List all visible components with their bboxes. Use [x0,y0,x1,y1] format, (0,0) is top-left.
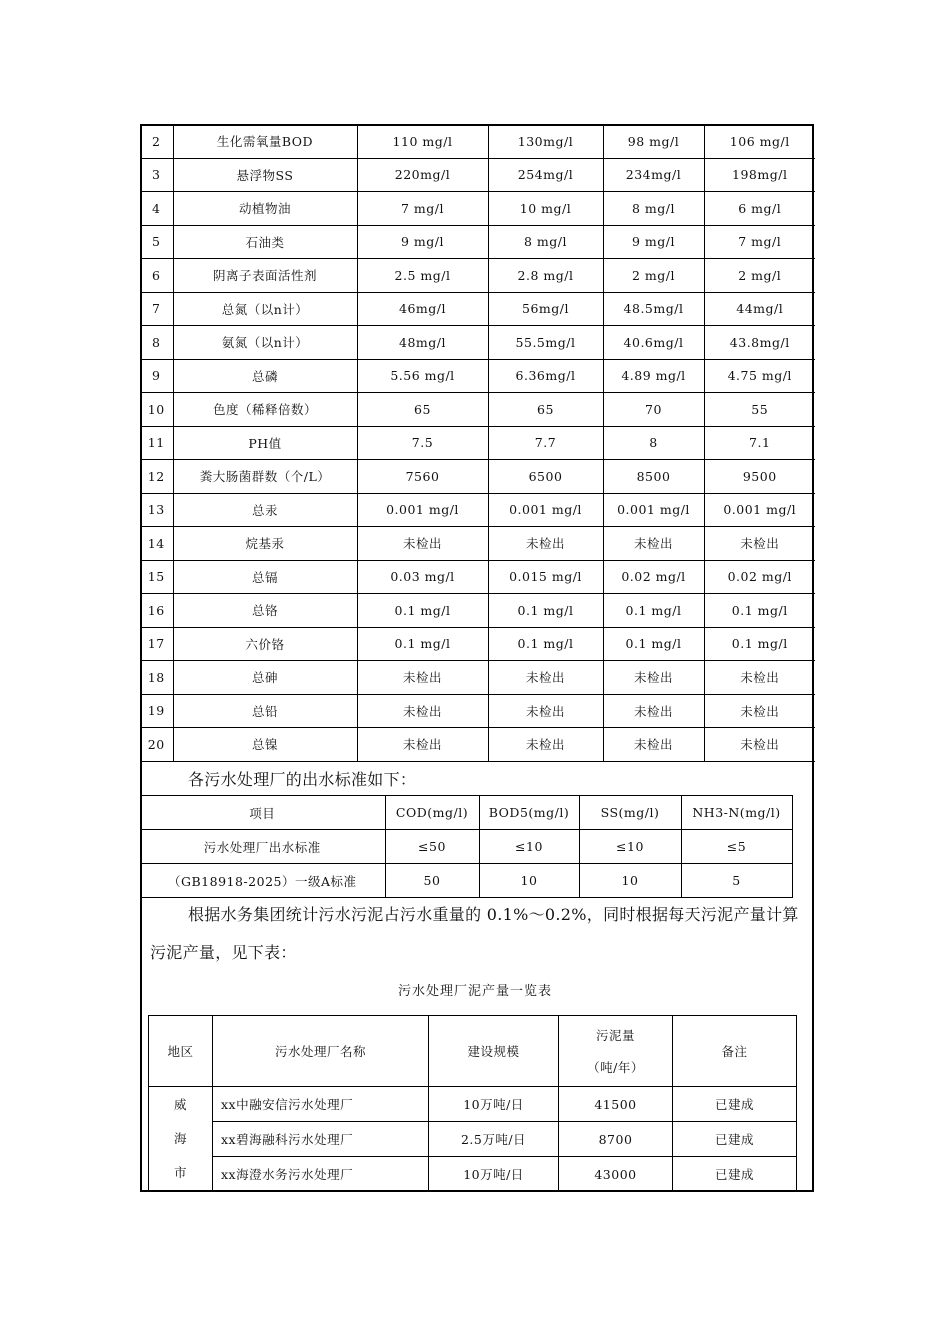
table-row [140,796,792,830]
value-cell-4: 106 mg/l [704,125,815,158]
value-cell-3: 未检出 [603,728,704,762]
value-cell-1: 110 mg/l [357,125,488,158]
plant-name-cell: xx海澄水务污水处理厂 [213,1157,429,1192]
value-cell-3: 未检出 [603,694,704,728]
value-cell-3: 未检出 [603,527,704,561]
scale-cell: 2.5万吨/日 [429,1122,559,1157]
table-cell: 污水处理厂出水标准 [140,830,385,864]
value-cell-2: 0.1 mg/l [488,627,603,661]
table-row [140,830,792,864]
value-cell-2: 6500 [488,460,603,494]
value-cell-3: 0.001 mg/l [603,493,704,527]
table-row [140,426,815,460]
row-index-cell: 4 [140,192,173,226]
value-cell-1: 0.03 mg/l [357,560,488,594]
sludge-cell: 8700 [559,1122,673,1157]
sludge-header-unit: （吨/年） [587,1060,644,1075]
row-index-cell: 7 [140,292,173,326]
table-row [140,393,815,427]
value-cell-3: 234mg/l [603,158,704,192]
row-index-cell: 15 [140,560,173,594]
table-row [140,594,815,628]
district-cell [149,1087,213,1192]
table-cell: ≤50 [385,830,479,864]
table-row [140,158,815,192]
header-cell-note: 备注 [673,1016,797,1087]
scale-cell: 10万吨/日 [429,1157,559,1192]
parameter-cell: 总磷 [173,359,357,393]
header-cell-plant-name: 污水处理厂名称 [213,1016,429,1087]
table-row [140,192,815,226]
value-cell-3: 2 mg/l [603,259,704,293]
table-cell: ≤10 [479,830,579,864]
header-cell-sludge [559,1016,673,1087]
parameter-cell: 总砷 [173,661,357,695]
value-cell-2: 56mg/l [488,292,603,326]
row-index-cell: 2 [140,125,173,158]
note-cell: 已建成 [673,1122,797,1157]
note-cell: 已建成 [673,1157,797,1192]
parameter-cell: PH值 [173,426,357,460]
header-cell: BOD5(mg/l) [479,796,579,830]
table-row [140,527,815,561]
row-index-cell: 19 [140,694,173,728]
value-cell-2: 未检出 [488,661,603,695]
value-cell-1: 未检出 [357,527,488,561]
value-cell-4: 未检出 [704,527,815,561]
row-index-cell: 17 [140,627,173,661]
table-row [140,627,815,661]
value-cell-2: 0.1 mg/l [488,594,603,628]
value-cell-3: 9 mg/l [603,225,704,259]
standards-intro: 各污水处理厂的出水标准如下： [188,770,417,789]
row-index-cell: 11 [140,426,173,460]
header-cell-scale: 建设规模 [429,1016,559,1087]
value-cell-1: 0.1 mg/l [357,627,488,661]
value-cell-1: 0.001 mg/l [357,493,488,527]
value-cell-3: 8 [603,426,704,460]
table-row [140,661,815,695]
value-cell-1: 未检出 [357,728,488,762]
value-cell-1: 7.5 [357,426,488,460]
table-row [140,359,815,393]
table-row [140,864,792,898]
value-cell-3: 8 mg/l [603,192,704,226]
row-index-cell: 18 [140,661,173,695]
table-cell: ≤5 [681,830,792,864]
parameter-cell: 悬浮物SS [173,158,357,192]
table-cell: 10 [579,864,681,898]
table-cell: 50 [385,864,479,898]
value-cell-3: 0.1 mg/l [603,627,704,661]
row-index-cell: 5 [140,225,173,259]
header-cell: COD(mg/l) [385,796,479,830]
parameter-cell: 总铬 [173,594,357,628]
table-row [140,460,815,494]
value-cell-4: 2 mg/l [704,259,815,293]
note-cell: 已建成 [673,1087,797,1122]
value-cell-2: 2.8 mg/l [488,259,603,293]
table-row [140,125,815,158]
parameter-cell: 阴离子表面活性剂 [173,259,357,293]
value-cell-4: 9500 [704,460,815,494]
value-cell-2: 55.5mg/l [488,326,603,360]
value-cell-2: 未检出 [488,728,603,762]
table-row [140,493,815,527]
value-cell-1: 9 mg/l [357,225,488,259]
value-cell-1: 0.1 mg/l [357,594,488,628]
sludge-production-table [148,1015,797,1192]
value-cell-2: 10 mg/l [488,192,603,226]
sludge-table-caption: 污水处理厂泥产量一览表 [397,984,552,999]
value-cell-1: 5.56 mg/l [357,359,488,393]
plant-name-cell: xx中融安信污水处理厂 [213,1087,429,1122]
district-char: 市 [173,1165,187,1180]
table-cell: 5 [681,864,792,898]
value-cell-3: 48.5mg/l [603,292,704,326]
value-cell-4: 43.8mg/l [704,326,815,360]
parameter-cell: 总汞 [173,493,357,527]
plant-name-cell: xx碧海融科污水处理厂 [213,1122,429,1157]
value-cell-4: 未检出 [704,661,815,695]
parameter-cell: 氨氮（以n计） [173,326,357,360]
table-row [140,728,815,762]
value-cell-2: 0.001 mg/l [488,493,603,527]
parameter-cell: 石油类 [173,225,357,259]
value-cell-3: 4.89 mg/l [603,359,704,393]
district-char: 威 [173,1097,187,1112]
table-cell: ≤10 [579,830,681,864]
row-index-cell: 9 [140,359,173,393]
value-cell-1: 2.5 mg/l [357,259,488,293]
value-cell-2: 未检出 [488,527,603,561]
table-row [140,694,815,728]
table-cell: （GB18918-2025）一级A标准 [140,864,385,898]
table-row [140,292,815,326]
value-cell-4: 55 [704,393,815,427]
header-cell-district: 地区 [149,1016,213,1087]
value-cell-2: 未检出 [488,694,603,728]
row-index-cell: 20 [140,728,173,762]
parameter-cell: 总镉 [173,560,357,594]
table-cell: 10 [479,864,579,898]
value-cell-1: 65 [357,393,488,427]
value-cell-3: 40.6mg/l [603,326,704,360]
table-row [149,1087,797,1122]
value-cell-4: 0.02 mg/l [704,560,815,594]
parameter-cell: 总氮（以n计） [173,292,357,326]
parameter-cell: 总镍 [173,728,357,762]
value-cell-3: 0.02 mg/l [603,560,704,594]
header-cell: SS(mg/l) [579,796,681,830]
value-cell-3: 70 [603,393,704,427]
table-row [140,560,815,594]
water-quality-table [140,125,815,762]
value-cell-2: 130mg/l [488,125,603,158]
row-index-cell: 16 [140,594,173,628]
value-cell-1: 7560 [357,460,488,494]
value-cell-4: 未检出 [704,728,815,762]
value-cell-2: 7.7 [488,426,603,460]
value-cell-4: 0.1 mg/l [704,594,815,628]
value-cell-4: 未检出 [704,694,815,728]
value-cell-3: 8500 [603,460,704,494]
value-cell-1: 未检出 [357,694,488,728]
value-cell-4: 0.1 mg/l [704,627,815,661]
value-cell-4: 6 mg/l [704,192,815,226]
parameter-cell: 烷基汞 [173,527,357,561]
value-cell-4: 44mg/l [704,292,815,326]
row-index-cell: 13 [140,493,173,527]
header-cell: 项目 [140,796,385,830]
scale-cell: 10万吨/日 [429,1087,559,1122]
sludge-paragraph-line2: 污泥产量，见下表： [150,943,297,962]
value-cell-3: 0.1 mg/l [603,594,704,628]
value-cell-4: 7.1 [704,426,815,460]
value-cell-3: 未检出 [603,661,704,695]
row-index-cell: 6 [140,259,173,293]
value-cell-4: 4.75 mg/l [704,359,815,393]
sludge-cell: 41500 [559,1087,673,1122]
value-cell-1: 未检出 [357,661,488,695]
table-header-row [149,1016,797,1087]
parameter-cell: 六价铬 [173,627,357,661]
parameter-cell: 动植物油 [173,192,357,226]
table-row [140,225,815,259]
row-index-cell: 10 [140,393,173,427]
table-row [149,1122,797,1157]
row-index-cell: 3 [140,158,173,192]
value-cell-2: 6.36mg/l [488,359,603,393]
parameter-cell: 总铅 [173,694,357,728]
row-index-cell: 14 [140,527,173,561]
value-cell-2: 65 [488,393,603,427]
table-row [149,1157,797,1192]
row-index-cell: 8 [140,326,173,360]
value-cell-1: 7 mg/l [357,192,488,226]
parameter-cell: 粪大肠菌群数（个/L） [173,460,357,494]
row-index-cell: 12 [140,460,173,494]
table-row [140,326,815,360]
value-cell-3: 98 mg/l [603,125,704,158]
sludge-paragraph-line1: 根据水务集团统计污水污泥占污水重量的 0.1%～0.2%，同时根据每天污泥产量计算 [188,905,799,924]
value-cell-1: 46mg/l [357,292,488,326]
parameter-cell: 生化需氧量BOD [173,125,357,158]
value-cell-4: 0.001 mg/l [704,493,815,527]
sludge-cell: 43000 [559,1157,673,1192]
value-cell-1: 220mg/l [357,158,488,192]
header-cell: NH3-N(mg/l) [681,796,792,830]
value-cell-4: 7 mg/l [704,225,815,259]
effluent-standard-table [140,795,793,898]
table-row [140,259,815,293]
value-cell-2: 0.015 mg/l [488,560,603,594]
value-cell-4: 198mg/l [704,158,815,192]
sludge-header-label: 污泥量 [595,1028,635,1043]
value-cell-1: 48mg/l [357,326,488,360]
value-cell-2: 8 mg/l [488,225,603,259]
value-cell-2: 254mg/l [488,158,603,192]
district-char: 海 [173,1131,187,1146]
parameter-cell: 色度（稀释倍数） [173,393,357,427]
